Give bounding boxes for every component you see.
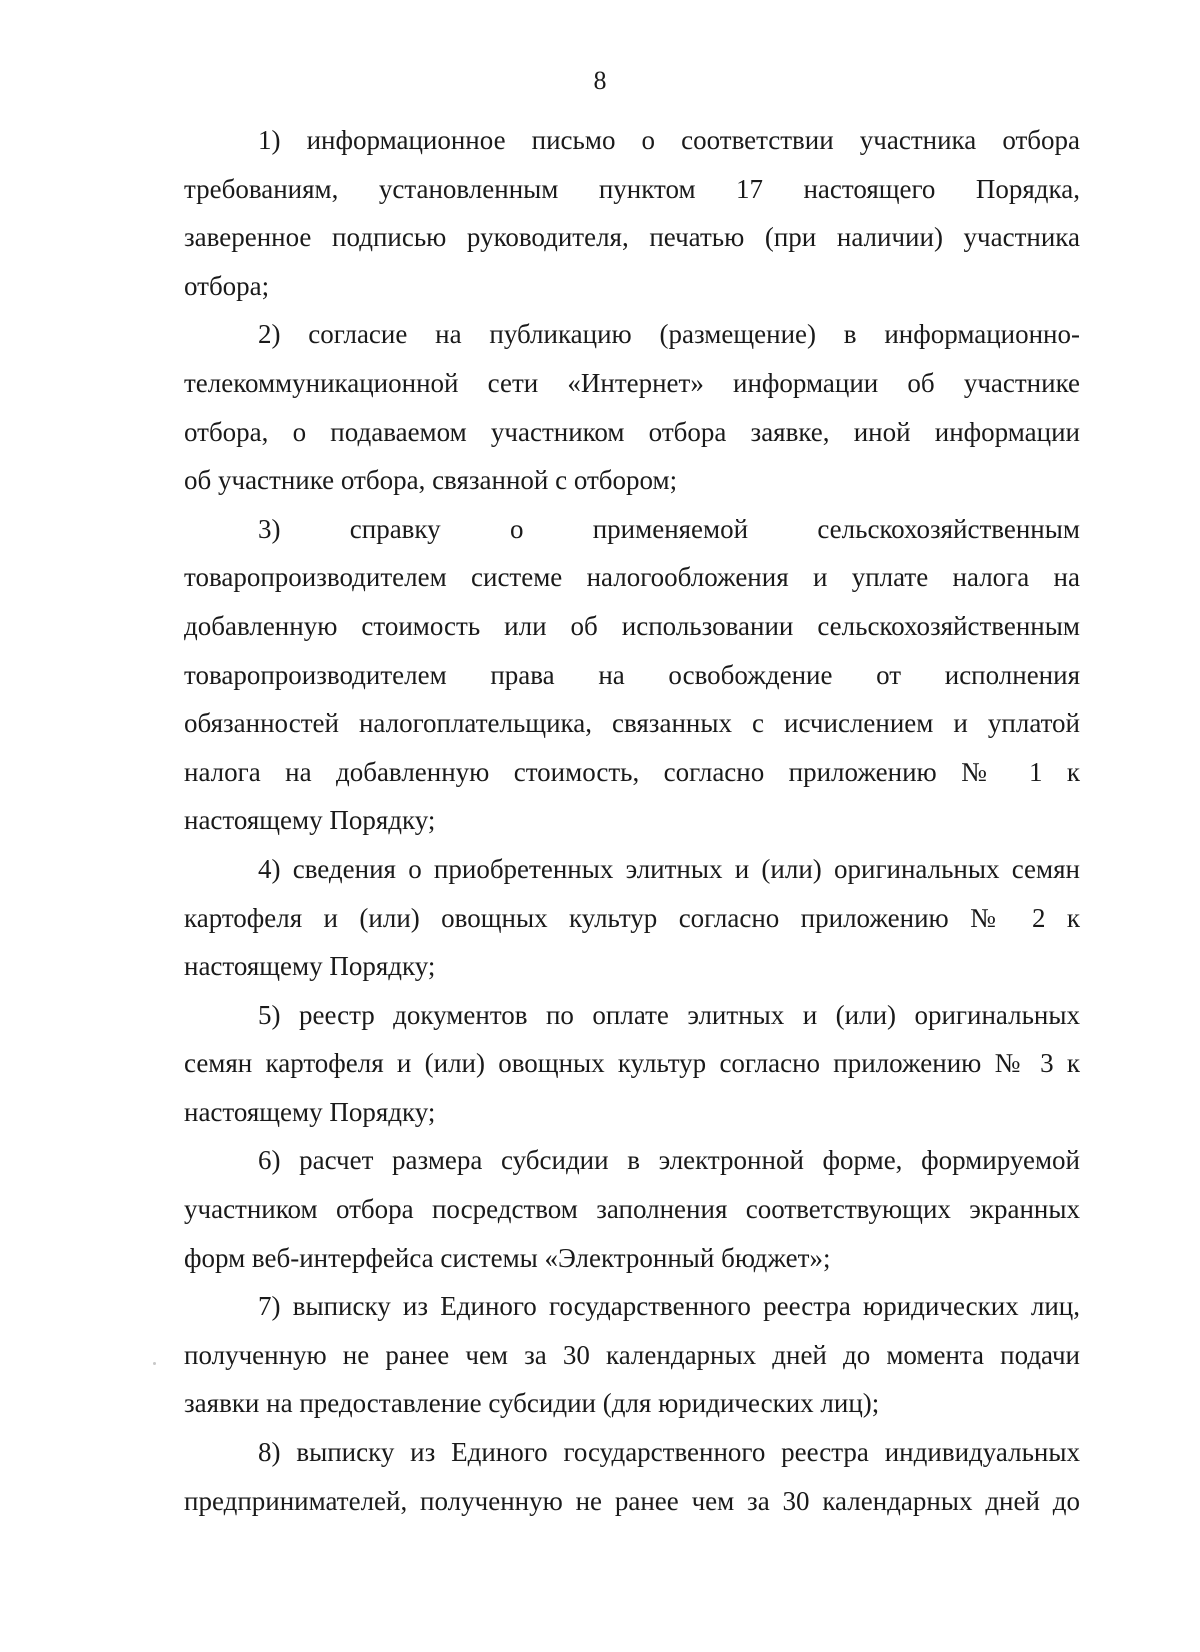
text-line: требованиям, установленным пунктом 17 настоящего Порядка, xyxy=(184,173,1080,204)
list-item-paragraph xyxy=(184,991,1080,1137)
text-line: обязанностей налогоплательщика, связанных с исчислением и уплатой xyxy=(184,708,1080,739)
text-line: 8) выписку из Единого государственного реестра индивидуальных xyxy=(258,1437,1080,1468)
text-line: заявки на предоставление субсидии (для юридических лиц); xyxy=(184,1388,880,1419)
document-body xyxy=(184,116,1080,1525)
list-item-paragraph xyxy=(184,310,1080,504)
text-line: форм веб-интерфейса системы «Электронный бюджет»; xyxy=(184,1242,831,1273)
list-item-paragraph xyxy=(184,1136,1080,1282)
text-line: семян картофеля и (или) овощных культур согласно приложению № 3 к xyxy=(184,1048,1080,1079)
text-line: товаропроизводителем права на освобождение от исполнения xyxy=(184,659,1080,690)
text-line: предпринимателей, полученную не ранее чем за 30 календарных дней до xyxy=(184,1485,1080,1516)
text-line: участником отбора посредством заполнения соответствующих экранных xyxy=(184,1194,1080,1225)
text-line: 2) согласие на публикацию (размещение) в информационно- xyxy=(258,319,1080,350)
text-line: отбора, о подаваемом участником отбора заявке, иной информации xyxy=(184,416,1080,447)
scan-speck xyxy=(153,1362,156,1365)
text-line: 1) информационное письмо о соответствии участника отбора xyxy=(258,125,1080,155)
text-line: картофеля и (или) овощных культур согласно приложению № 2 к xyxy=(184,902,1080,933)
text-line: 3) справку о применяемой сельскохозяйственным xyxy=(258,513,1080,544)
text-line: 5) реестр документов по оплате элитных и (или) оригинальных xyxy=(258,999,1080,1030)
list-item-paragraph xyxy=(184,1428,1080,1525)
list-item-paragraph xyxy=(184,845,1080,991)
text-line: 7) выписку из Единого государственного реестра юридических лиц, xyxy=(258,1291,1080,1322)
text-line: добавленную стоимость или об использовании сельскохозяйственным xyxy=(184,610,1080,641)
text-line: об участнике отбора, связанной с отбором; xyxy=(184,465,678,496)
text-line: отбора; xyxy=(184,270,270,301)
list-item-paragraph xyxy=(184,1282,1080,1428)
list-item-paragraph xyxy=(184,116,1080,310)
text-line: заверенное подписью руководителя, печатью (при наличии) участника xyxy=(184,222,1080,253)
text-line: 6) расчет размера субсидии в электронной форме, формируемой xyxy=(258,1145,1080,1176)
text-line: полученную не ранее чем за 30 календарных дней до момента подачи xyxy=(184,1339,1080,1370)
text-line: настоящему Порядку; xyxy=(184,951,436,982)
text-line: товаропроизводителем системе налогообложения и уплате налога на xyxy=(184,562,1080,593)
text-line: телекоммуникационной сети «Интернет» информации об участнике xyxy=(184,367,1080,398)
text-line: налога на добавленную стоимость, согласно приложению № 1 к xyxy=(184,756,1080,787)
list-item-paragraph xyxy=(184,505,1080,845)
text-line: настоящему Порядку; xyxy=(184,1096,436,1127)
page-number: 8 xyxy=(593,66,607,95)
text-line: настоящему Порядку; xyxy=(184,805,436,836)
text-line: 4) сведения о приобретенных элитных и (или) оригинальных семян xyxy=(258,853,1080,884)
